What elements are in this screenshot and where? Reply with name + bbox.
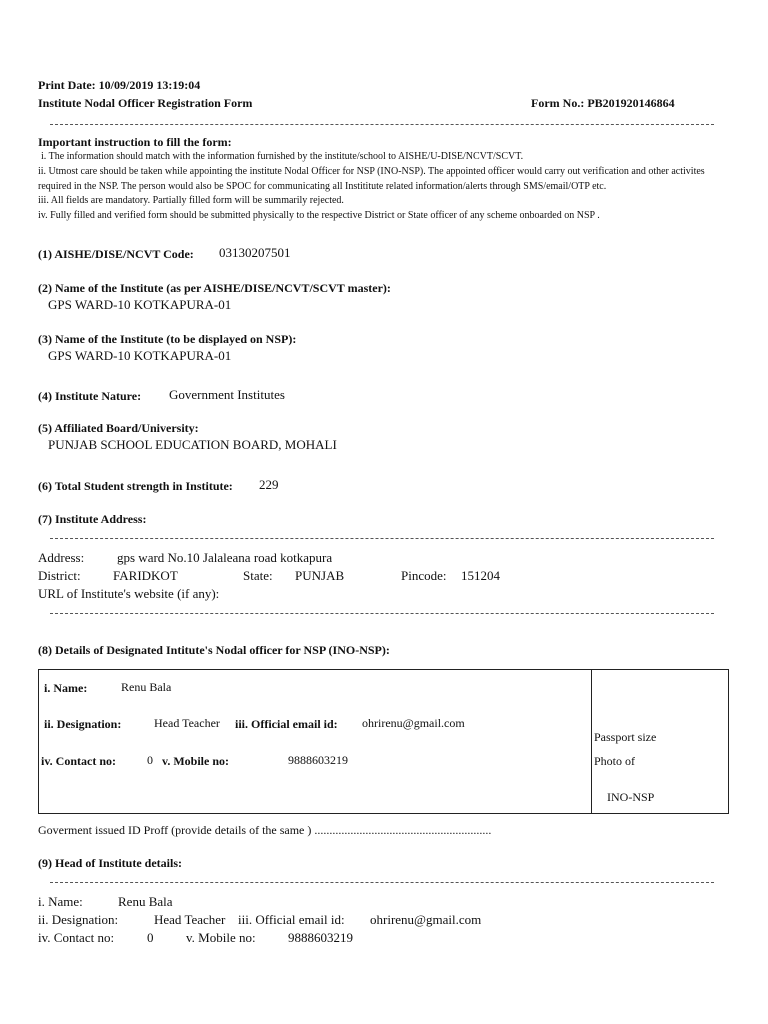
hoi-designation-label: ii. Designation:	[38, 912, 119, 927]
institute-name-nsp-value: GPS WARD-10 KOTKAPURA-01	[48, 348, 232, 363]
address-label: Address:	[38, 550, 85, 565]
pincode-label: Pincode:	[401, 568, 447, 583]
ino-designation-label: ii. Designation:	[44, 717, 122, 731]
aishe-code-label: (1) AISHE/DISE/NCVT Code:	[38, 247, 194, 261]
institute-nature-value: Government Institutes	[169, 387, 285, 402]
divider	[50, 613, 714, 614]
ino-contact-label: iv. Contact no:	[41, 754, 116, 768]
state-value: PUNJAB	[295, 568, 345, 583]
ino-contact-value: 0	[147, 753, 153, 767]
institute-nature-label: (4) Institute Nature:	[38, 389, 142, 403]
district-value: FARIDKOT	[113, 568, 178, 583]
hoi-email-value: ohrirenu@gmail.com	[370, 912, 482, 927]
photo-divider	[591, 669, 592, 814]
photo-placeholder-line2: Photo of	[594, 754, 636, 768]
state-label: State:	[243, 568, 273, 583]
institute-address-label: (7) Institute Address:	[38, 512, 147, 526]
id-proof-line: Goverment issued ID Proff (provide details of the same ) ...........................................................	[38, 823, 492, 837]
hoi-mobile-value: 9888603219	[288, 930, 353, 945]
student-strength-label: (6) Total Student strength in Institute:	[38, 479, 233, 493]
affiliated-board-label: (5) Affiliated Board/University:	[38, 421, 199, 435]
instruction-line: iv. Fully filled and verified form should be submitted physically to the respective District or State officer of any scheme onboarded on NSP .	[38, 210, 600, 221]
ino-mobile-value: 9888603219	[288, 753, 348, 767]
hoi-designation-value: Head Teacher	[154, 912, 226, 927]
divider	[50, 538, 714, 539]
student-strength-value: 229	[259, 477, 279, 492]
instructions-heading: Important instruction to fill the form:	[38, 135, 232, 149]
instruction-line: ii. Utmost care should be taken while appointing the institute Nodal Officer for NSP (INO-NSP). The appointed officer would carry out verification and other activites	[38, 166, 705, 177]
aishe-code-value: 03130207501	[219, 245, 291, 260]
ino-name-value: Renu Bala	[121, 680, 172, 694]
hoi-name-value: Renu Bala	[118, 894, 173, 909]
instruction-line: i. The information should match with the information furnished by the institute/school to AISHE/U-DISE/NCVT/SCVT.	[41, 151, 524, 162]
nodal-officer-heading: (8) Details of Designated Intitute's Nodal officer for NSP (INO-NSP):	[38, 643, 390, 657]
hoi-mobile-label: v. Mobile no:	[186, 930, 256, 945]
ino-email-label: iii. Official email id:	[235, 717, 338, 731]
instruction-line: required in the NSP. The person would also be SPOC for communicating all Instititute related information/alerts through SMS/email/OTP etc.	[38, 181, 607, 192]
divider	[50, 124, 714, 125]
district-label: District:	[38, 568, 81, 583]
hoi-contact-label: iv. Contact no:	[38, 930, 115, 945]
website-url-label: URL of Institute's website (if any):	[38, 586, 220, 601]
institute-name-master-label: (2) Name of the Institute (as per AISHE/DISE/NCVT/SCVT master):	[38, 281, 391, 295]
institute-name-master-value: GPS WARD-10 KOTKAPURA-01	[48, 297, 232, 312]
instruction-line: iii. All fields are mandatory. Partially filled form will be summarily rejected.	[38, 195, 344, 206]
ino-email-value: ohrirenu@gmail.com	[362, 716, 465, 730]
photo-placeholder-line3: INO-NSP	[607, 790, 655, 804]
hoi-email-label: iii. Official email id:	[238, 912, 345, 927]
affiliated-board-value: PUNJAB SCHOOL EDUCATION BOARD, MOHALI	[48, 437, 337, 452]
ino-mobile-label: v. Mobile no:	[162, 754, 230, 768]
head-of-institute-heading: (9) Head of Institute details:	[38, 856, 182, 870]
form-title: Institute Nodal Officer Registration Form	[38, 96, 253, 110]
institute-name-nsp-label: (3) Name of the Institute (to be displayed on NSP):	[38, 332, 297, 346]
ino-designation-value: Head Teacher	[154, 716, 220, 730]
form-number: Form No.: PB201920146864	[531, 96, 675, 110]
ino-name-label: i. Name:	[44, 681, 88, 695]
address-value: gps ward No.10 Jalaleana road kotkapura	[117, 550, 333, 565]
photo-placeholder-line1: Passport size	[594, 730, 657, 744]
hoi-name-label: i. Name:	[38, 894, 83, 909]
print-date: Print Date: 10/09/2019 13:19:04	[38, 78, 201, 92]
pincode-value: 151204	[461, 568, 500, 583]
divider	[50, 882, 714, 883]
hoi-contact-value: 0	[147, 930, 154, 945]
